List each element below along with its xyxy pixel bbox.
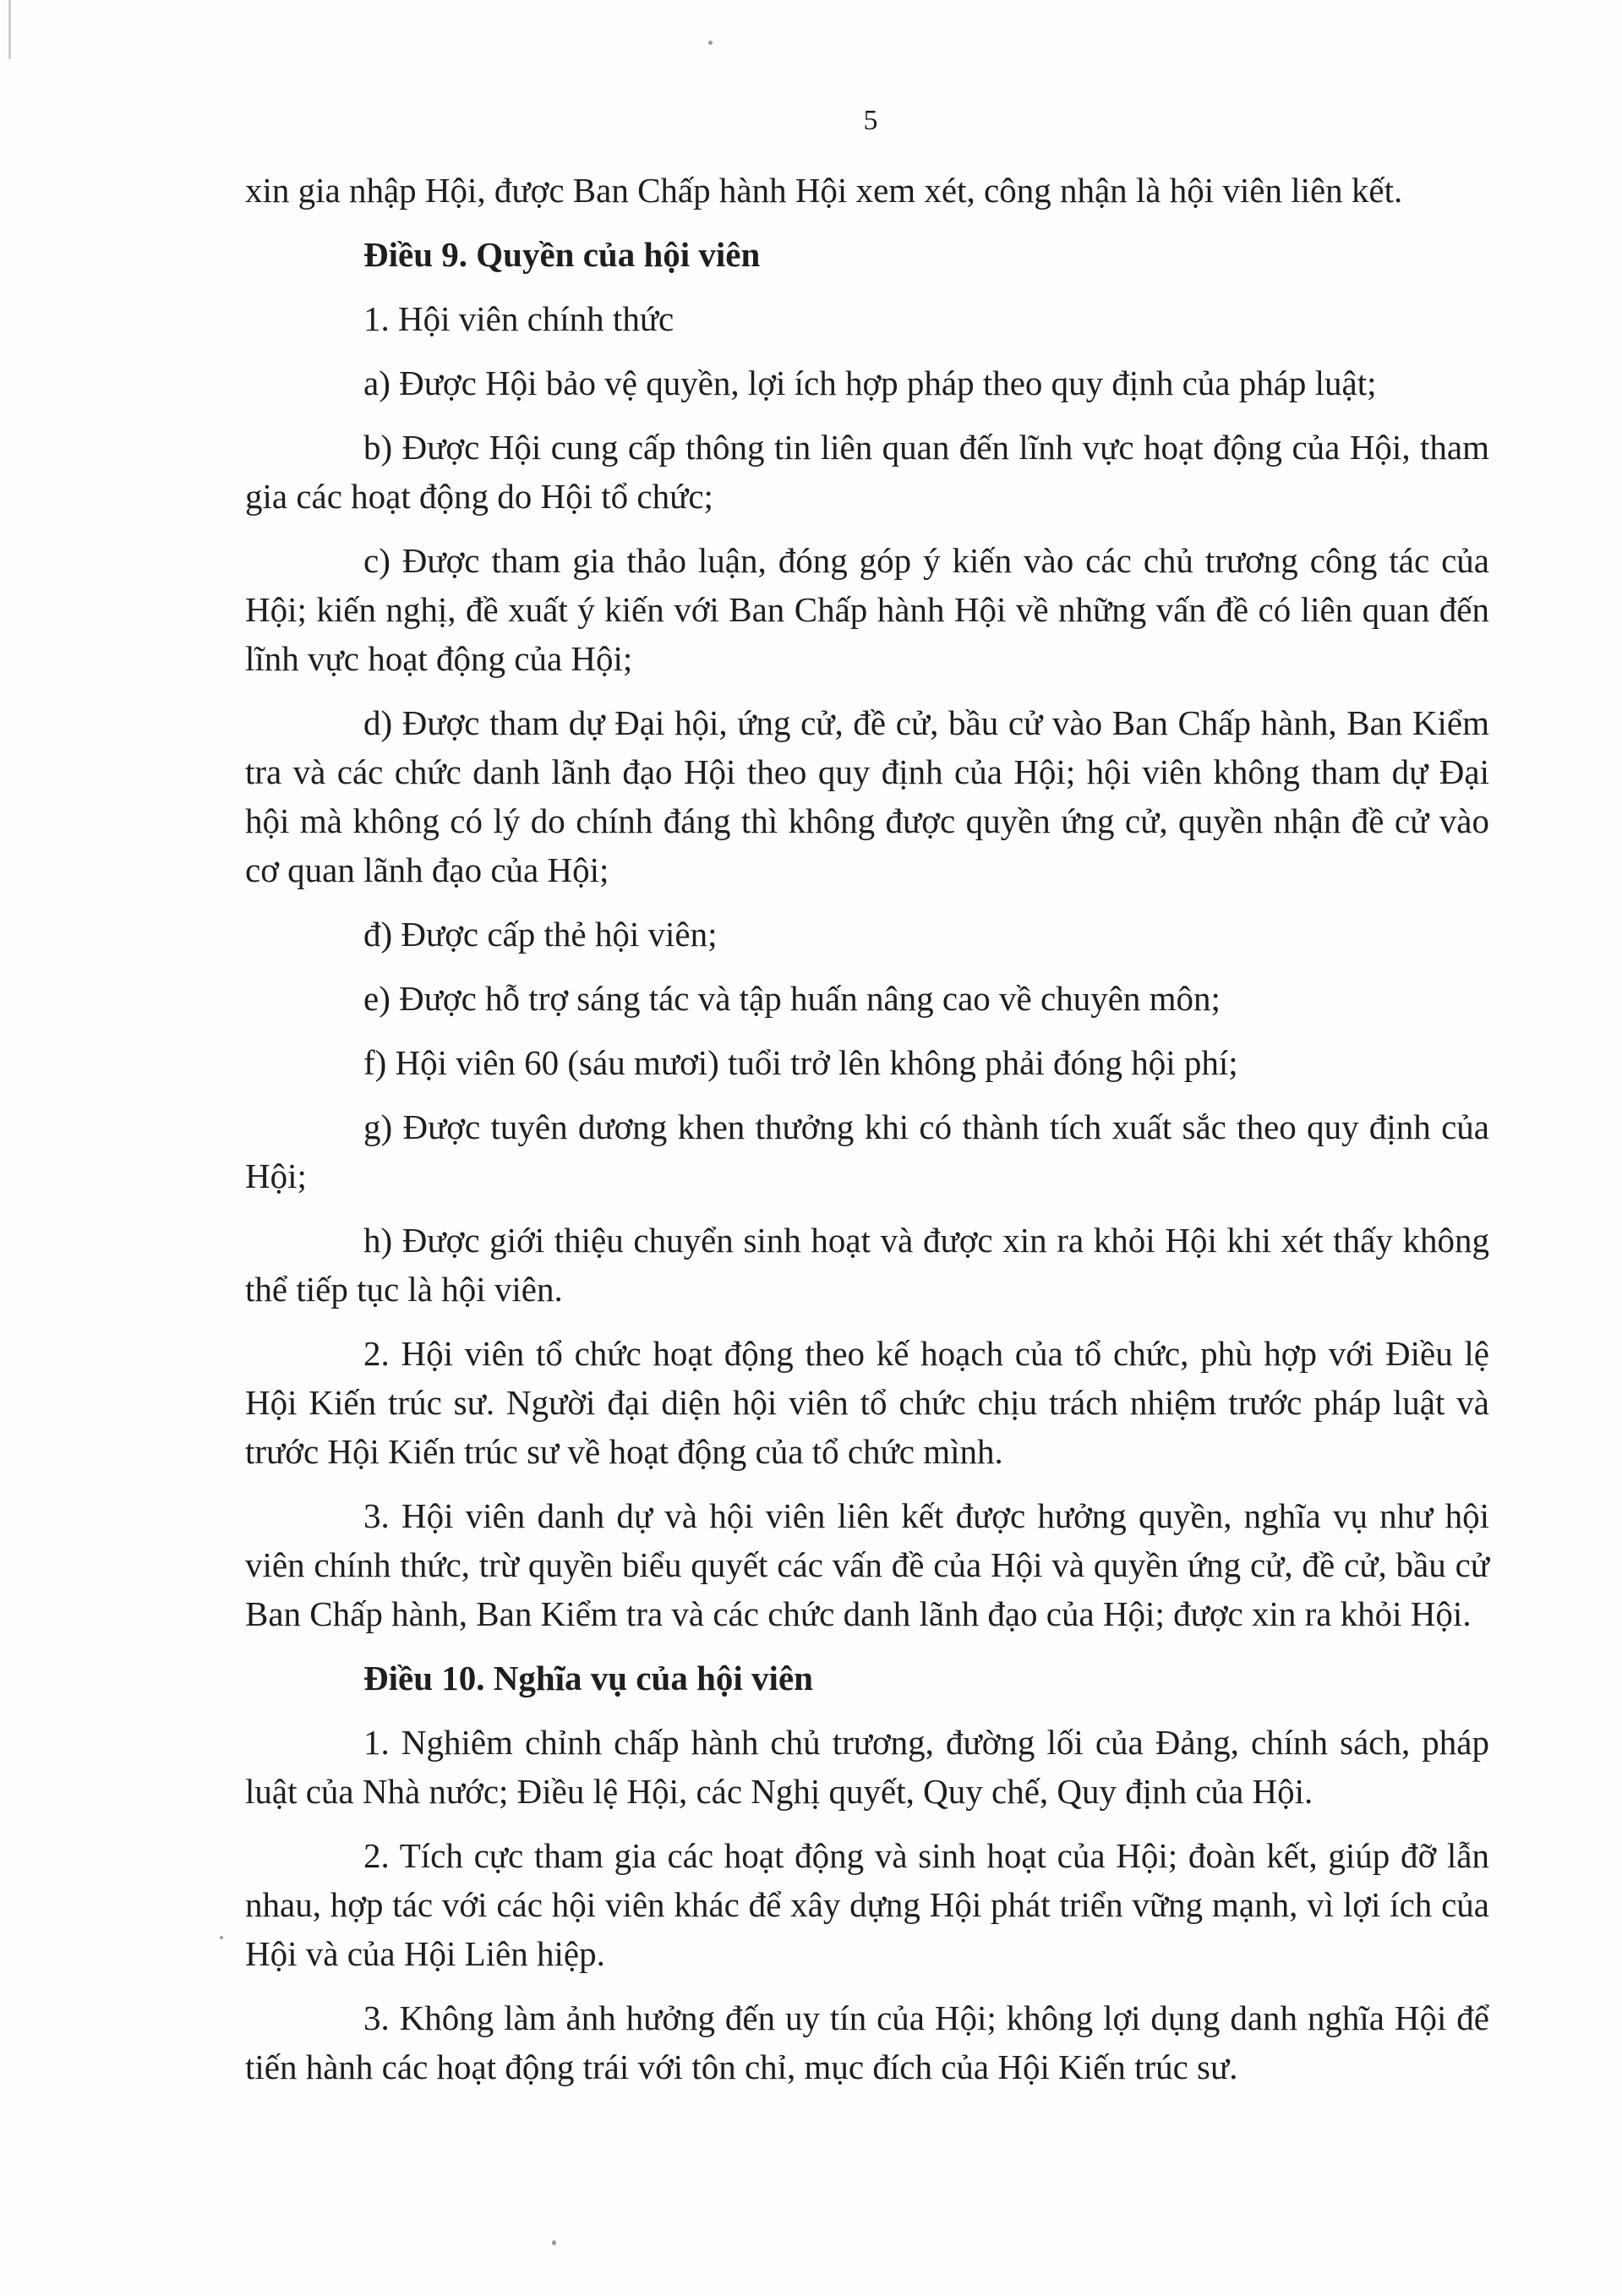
paragraph: h) Được giới thiệu chuyển sinh hoạt và được xin ra khỏi Hội khi xét thấy không thể tiếp tục là hội viên. [245,1221,1489,1309]
paragraph: c) Được tham gia thảo luận, đóng góp ý kiến vào các chủ trương công tác của Hội; kiến nghị, đề xuất ý kiến với Ban Chấp hành Hội về những vấn đề có liên quan đến lĩnh vực hoạt động của Hội; [245,541,1489,678]
paragraph: e) Được hỗ trợ sáng tác và tập huấn nâng cao về chuyên môn; [363,979,1221,1018]
scan-edge-mark [8,0,11,59]
article-heading-10: Điều 10. Nghĩa vụ của hội viên [363,1659,813,1697]
scan-speck [708,41,713,45]
paragraph: 3. Hội viên danh dự và hội viên liên kết được hưởng quyền, nghĩa vụ như hội viên chính thức, trừ quyền biểu quyết các vấn đề của Hội và quyền ứng cử, đề cử, bầu cử Ban Chấp hành, Ban Kiểm tra và các chức danh lãnh đạo của Hội; được xin ra khỏi Hội. [245,1496,1489,1633]
paragraph: 2. Tích cực tham gia các hoạt động và sinh hoạt của Hội; đoàn kết, giúp đỡ lẫn nhau, hợp tác với các hội viên khác để xây dựng Hội phát triển vững mạnh, vì lợi ích của Hội và của Hội Liên hiệp. [245,1836,1489,1973]
paragraph: 1. Nghiêm chỉnh chấp hành chủ trương, đường lối của Đảng, chính sách, pháp luật của Nhà nước; Điều lệ Hội, các Nghị quyết, Quy chế, Quy định của Hội. [245,1723,1489,1811]
paragraph: d) Được tham dự Đại hội, ứng cử, đề cử, bầu cử vào Ban Chấp hành, Ban Kiểm tra và các chức danh lãnh đạo Hội theo quy định của Hội; hội viên không tham dự Đại hội mà không có lý do chính đáng thì không được quyền ứng cử, quyền nhận đề cử vào cơ quan lãnh đạo của Hội; [245,703,1489,889]
paragraph: a) Được Hội bảo vệ quyền, lợi ích hợp pháp theo quy định của pháp luật; [363,364,1377,402]
page-number: 5 [863,105,878,136]
document-body [245,166,1489,2107]
paragraph: 2. Hội viên tổ chức hoạt động theo kế hoạch của tổ chức, phù hợp với Điều lệ Hội Kiến trúc sư. Người đại diện hội viên tổ chức chịu trách nhiệm trước pháp luật và trước Hội Kiến trúc sư về hoạt động của tổ chức mình. [245,1334,1489,1471]
paragraph: g) Được tuyên dương khen thưởng khi có thành tích xuất sắc theo quy định của Hội; [245,1107,1489,1195]
paragraph: b) Được Hội cung cấp thông tin liên quan đến lĩnh vực hoạt động của Hội, tham gia các hoạt động do Hội tổ chức; [245,428,1489,516]
article-heading-9: Điều 9. Quyền của hội viên [363,235,761,274]
scan-speck [552,2240,556,2245]
paragraph: 1. Hội viên chính thức [363,299,674,338]
scan-speck [220,1936,223,1939]
paragraph: 3. Không làm ảnh hưởng đến uy tín của Hội; không lợi dụng danh nghĩa Hội để tiến hành các hoạt động trái với tôn chỉ, mục đích của Hội Kiến trúc sư. [245,1998,1489,2086]
paragraph: đ) Được cấp thẻ hội viên; [363,915,718,954]
paragraph: f) Hội viên 60 (sáu mươi) tuổi trở lên không phải đóng hội phí; [363,1043,1238,1082]
paragraph-continuation: xin gia nhập Hội, được Ban Chấp hành Hội xem xét, công nhận là hội viên liên kết. [245,171,1403,210]
